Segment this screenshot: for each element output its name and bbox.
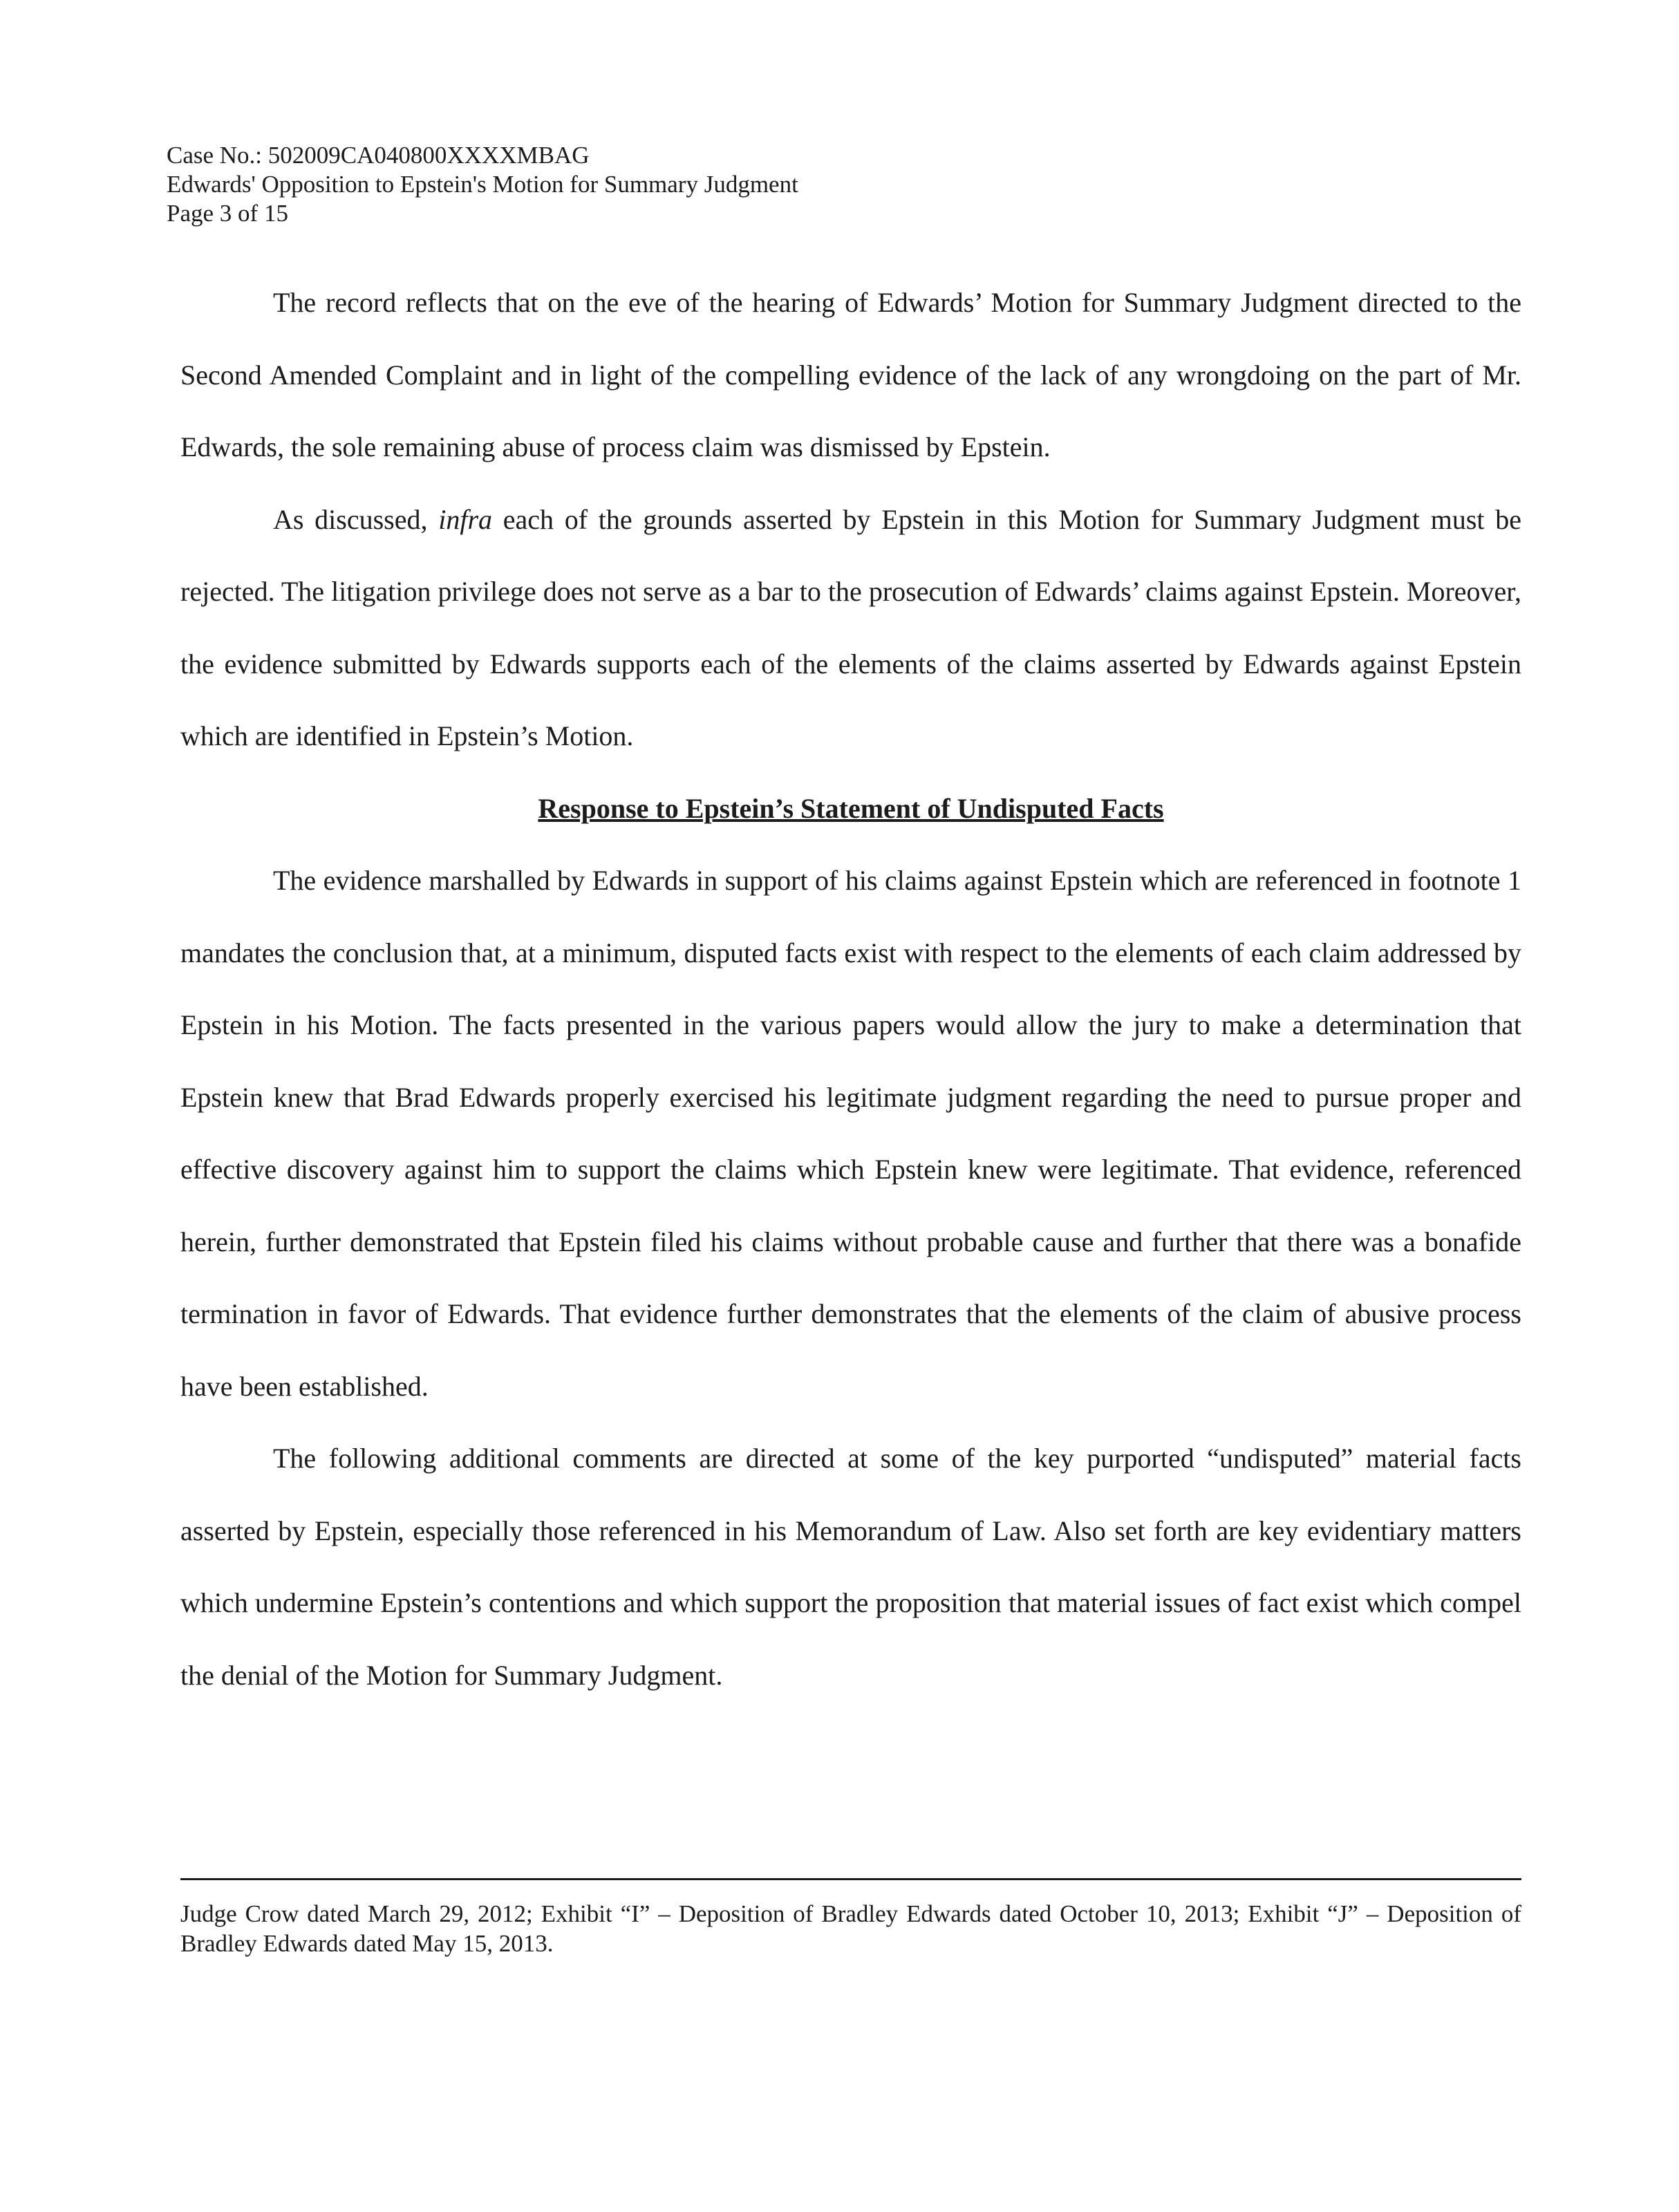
paragraph-as-discussed-lead: As discussed, — [273, 503, 439, 535]
paragraph-as-discussed-rest: each of the grounds asserted by Epstein in this Motion for Summary Judgment must be rejected. The litigation privilege does not serve as a bar to the prosecution of Edwards’ claims against Epstein. Moreover, the evidence submitted by Edwards supports each of the elements of the claims asserted by Edwards against Epstein which are identified in Epstein’s Motion. — [180, 503, 1522, 751]
page-number: Page 3 of 15 — [167, 200, 288, 227]
paragraph-evidence-marshalled: The evidence marshalled by Edwards in support of his claims against Epstein which are referenced in footnote 1 mandates the conclusion that, at a minimum, disputed facts exist with respect to the elements of each claim addressed by Epstein in his Motion. The facts presented in the various papers would allow the jury to make a determination that Epstein knew that Brad Edwards properly exercised his legitimate judgment regarding the need to pursue proper and effective discovery against him to support the claims which Epstein knew were legitimate. That evidence, referenced herein, further demonstrated that Epstein filed his claims without probable cause and further that there was a bonafide termination in favor of Edwards. That evidence further demonstrates that the elements of the claim of abusive process have been established. — [180, 865, 1521, 1402]
paragraph-as-discussed — [180, 484, 1521, 773]
footnote-text: Judge Crow dated March 29, 2012; Exhibit “I” – Deposition of Bradley Edwards dated October 10, 2013; Exhibit “J” – Deposition of Bradley Edwards dated May 15, 2013. — [180, 1900, 1521, 1957]
document-body — [180, 267, 1521, 1712]
infra-italic: infra — [438, 503, 493, 535]
paragraph-record-reflects: The record reflects that on the eve of the hearing of Edwards’ Motion for Summary Judgment directed to the Second Amended Complaint and in light of the compelling evidence of the lack of any wrongdoing on the part of Mr. Edwards, the sole remaining abuse of process claim was dismissed by Epstein. — [180, 287, 1521, 462]
footnote-divider — [180, 1878, 1521, 1880]
section-heading: Response to Epstein’s Statement of Undisputed Facts — [538, 792, 1164, 824]
case-number: Case No.: 502009CA040800XXXXMBAG — [167, 142, 590, 169]
paragraph-additional-comments: The following additional comments are directed at some of the key purported “undisputed” material facts asserted by Epstein, especially those referenced in his Memorandum of Law. Also set forth are key evidentiary matters which undermine Epstein’s contentions and which support the proposition that material issues of fact exist which compel the denial of the Motion for Summary Judgment. — [180, 1443, 1521, 1691]
document-title: Edwards' Opposition to Epstein's Motion for Summary Judgment — [167, 171, 798, 198]
page-header — [167, 141, 798, 228]
